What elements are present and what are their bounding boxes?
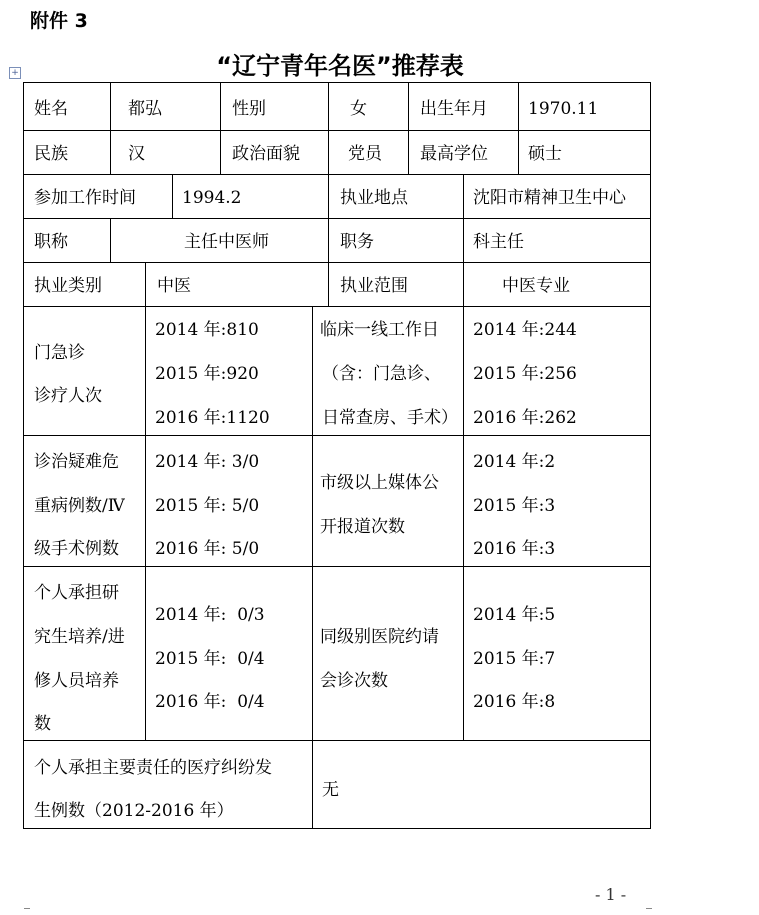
ethnicity-value[interactable]: 汉 [128, 144, 145, 164]
row-divider [23, 262, 651, 263]
col-divider [172, 174, 173, 218]
political-label: 政治面貌 [232, 144, 300, 164]
training-label: 个人承担研 [34, 583, 119, 603]
clinical-days-value[interactable]: 2015 年:256 [473, 364, 577, 384]
training-value[interactable]: 2015 年: 0/4 [155, 649, 265, 669]
consultation-label: 会诊次数 [320, 671, 388, 691]
row-divider [23, 306, 651, 307]
col-divider [463, 174, 464, 218]
degree-value[interactable]: 硕士 [528, 144, 562, 164]
media-reports-value[interactable]: 2014 年:2 [473, 452, 556, 472]
col-divider [463, 306, 464, 435]
col-divider [145, 262, 146, 306]
page-number: - 1 - [595, 885, 627, 904]
col-divider [463, 262, 464, 306]
col-divider [463, 566, 464, 740]
training-value[interactable]: 2014 年: 0/3 [155, 605, 265, 625]
clinical-days-label: （含：门急诊、 [322, 364, 441, 384]
gender-label: 性别 [232, 99, 266, 119]
training-label: 数 [34, 714, 51, 734]
margin-mark [24, 908, 30, 909]
birth-value[interactable]: 1970.11 [528, 99, 599, 119]
col-divider [110, 130, 111, 174]
position-value[interactable]: 科主任 [473, 232, 524, 252]
dispute-value[interactable]: 无 [322, 780, 339, 800]
position-label: 职务 [340, 232, 374, 252]
outpatient-value[interactable]: 2014 年:810 [155, 320, 259, 340]
form-title: “辽宁青年名医”推荐表 [216, 52, 464, 80]
col-divider [518, 82, 519, 130]
col-divider [110, 82, 111, 130]
media-reports-value[interactable]: 2016 年:3 [473, 539, 556, 559]
clinical-days-label: 临床一线工作日 [320, 320, 439, 340]
degree-label: 最高学位 [420, 144, 488, 164]
col-divider [518, 130, 519, 174]
col-divider [145, 306, 146, 435]
col-divider [328, 218, 329, 262]
col-divider [145, 435, 146, 566]
col-divider [463, 218, 464, 262]
col-divider [110, 218, 111, 262]
col-divider [312, 740, 313, 829]
row-divider [23, 174, 651, 175]
difficult-cases-value[interactable]: 2016 年: 5/0 [155, 539, 260, 559]
col-divider [408, 130, 409, 174]
col-divider [220, 130, 221, 174]
col-divider [145, 566, 146, 740]
training-label: 修人员培养 [34, 671, 119, 691]
practice-type-label: 执业类别 [34, 276, 102, 296]
training-value[interactable]: 2016 年: 0/4 [155, 692, 265, 712]
name-value[interactable]: 都弘 [128, 99, 162, 119]
clinical-days-label: 日常查房、手术） [322, 408, 458, 428]
col-divider [463, 435, 464, 566]
outpatient-label: 门急诊 [34, 343, 85, 363]
col-divider [312, 435, 313, 566]
work-start-value[interactable]: 1994.2 [182, 188, 242, 208]
dispute-label: 个人承担主要责任的医疗纠纷发 [34, 758, 272, 778]
difficult-cases-label: 级手术例数 [34, 539, 119, 559]
name-label: 姓名 [34, 99, 68, 119]
difficult-cases-value[interactable]: 2015 年: 5/0 [155, 496, 260, 516]
consultation-value[interactable]: 2015 年:7 [473, 649, 556, 669]
col-divider [312, 306, 313, 435]
political-value[interactable]: 党员 [348, 144, 382, 164]
practice-scope-value[interactable]: 中医专业 [502, 276, 570, 296]
ethnicity-label: 民族 [34, 144, 68, 164]
gender-value[interactable]: 女 [350, 99, 367, 119]
outpatient-value[interactable]: 2015 年:920 [155, 364, 259, 384]
outpatient-label: 诊疗人次 [34, 386, 102, 406]
practice-scope-label: 执业范围 [340, 276, 408, 296]
media-reports-value[interactable]: 2015 年:3 [473, 496, 556, 516]
margin-mark [646, 908, 652, 909]
col-divider [312, 566, 313, 740]
difficult-cases-label: 重病例数/Ⅳ [34, 496, 125, 516]
consultation-value[interactable]: 2016 年:8 [473, 692, 556, 712]
col-divider [328, 130, 329, 174]
difficult-cases-value[interactable]: 2014 年: 3/0 [155, 452, 260, 472]
col-divider [328, 82, 329, 130]
practice-place-value[interactable]: 沈阳市精神卫生中心 [473, 188, 626, 208]
row-divider [23, 566, 651, 567]
consultation-value[interactable]: 2014 年:5 [473, 605, 556, 625]
title-label: 职称 [34, 232, 68, 252]
training-label: 究生培养/进 [34, 627, 125, 647]
attachment-label: 附件 3 [30, 10, 88, 32]
clinical-days-value[interactable]: 2014 年:244 [473, 320, 577, 340]
clinical-days-value[interactable]: 2016 年:262 [473, 408, 577, 428]
col-divider [408, 82, 409, 130]
media-reports-label: 开报道次数 [320, 517, 405, 537]
table-move-handle-icon[interactable]: + [9, 67, 21, 79]
birth-label: 出生年月 [420, 99, 488, 119]
title-value[interactable]: 主任中医师 [184, 232, 269, 252]
practice-place-label: 执业地点 [340, 188, 408, 208]
col-divider [220, 82, 221, 130]
media-reports-label: 市级以上媒体公 [320, 473, 439, 493]
row-divider [23, 740, 651, 741]
work-start-label: 参加工作时间 [34, 188, 136, 208]
row-divider [23, 218, 651, 219]
row-divider [23, 435, 651, 436]
row-divider [23, 130, 651, 131]
outpatient-value[interactable]: 2016 年:1120 [155, 408, 270, 428]
consultation-label: 同级别医院约请 [320, 627, 439, 647]
col-divider [328, 174, 329, 218]
difficult-cases-label: 诊治疑难危 [34, 452, 119, 472]
col-divider [328, 262, 329, 306]
practice-type-value[interactable]: 中医 [157, 276, 191, 296]
dispute-label: 生例数（2012-2016 年） [34, 801, 234, 821]
